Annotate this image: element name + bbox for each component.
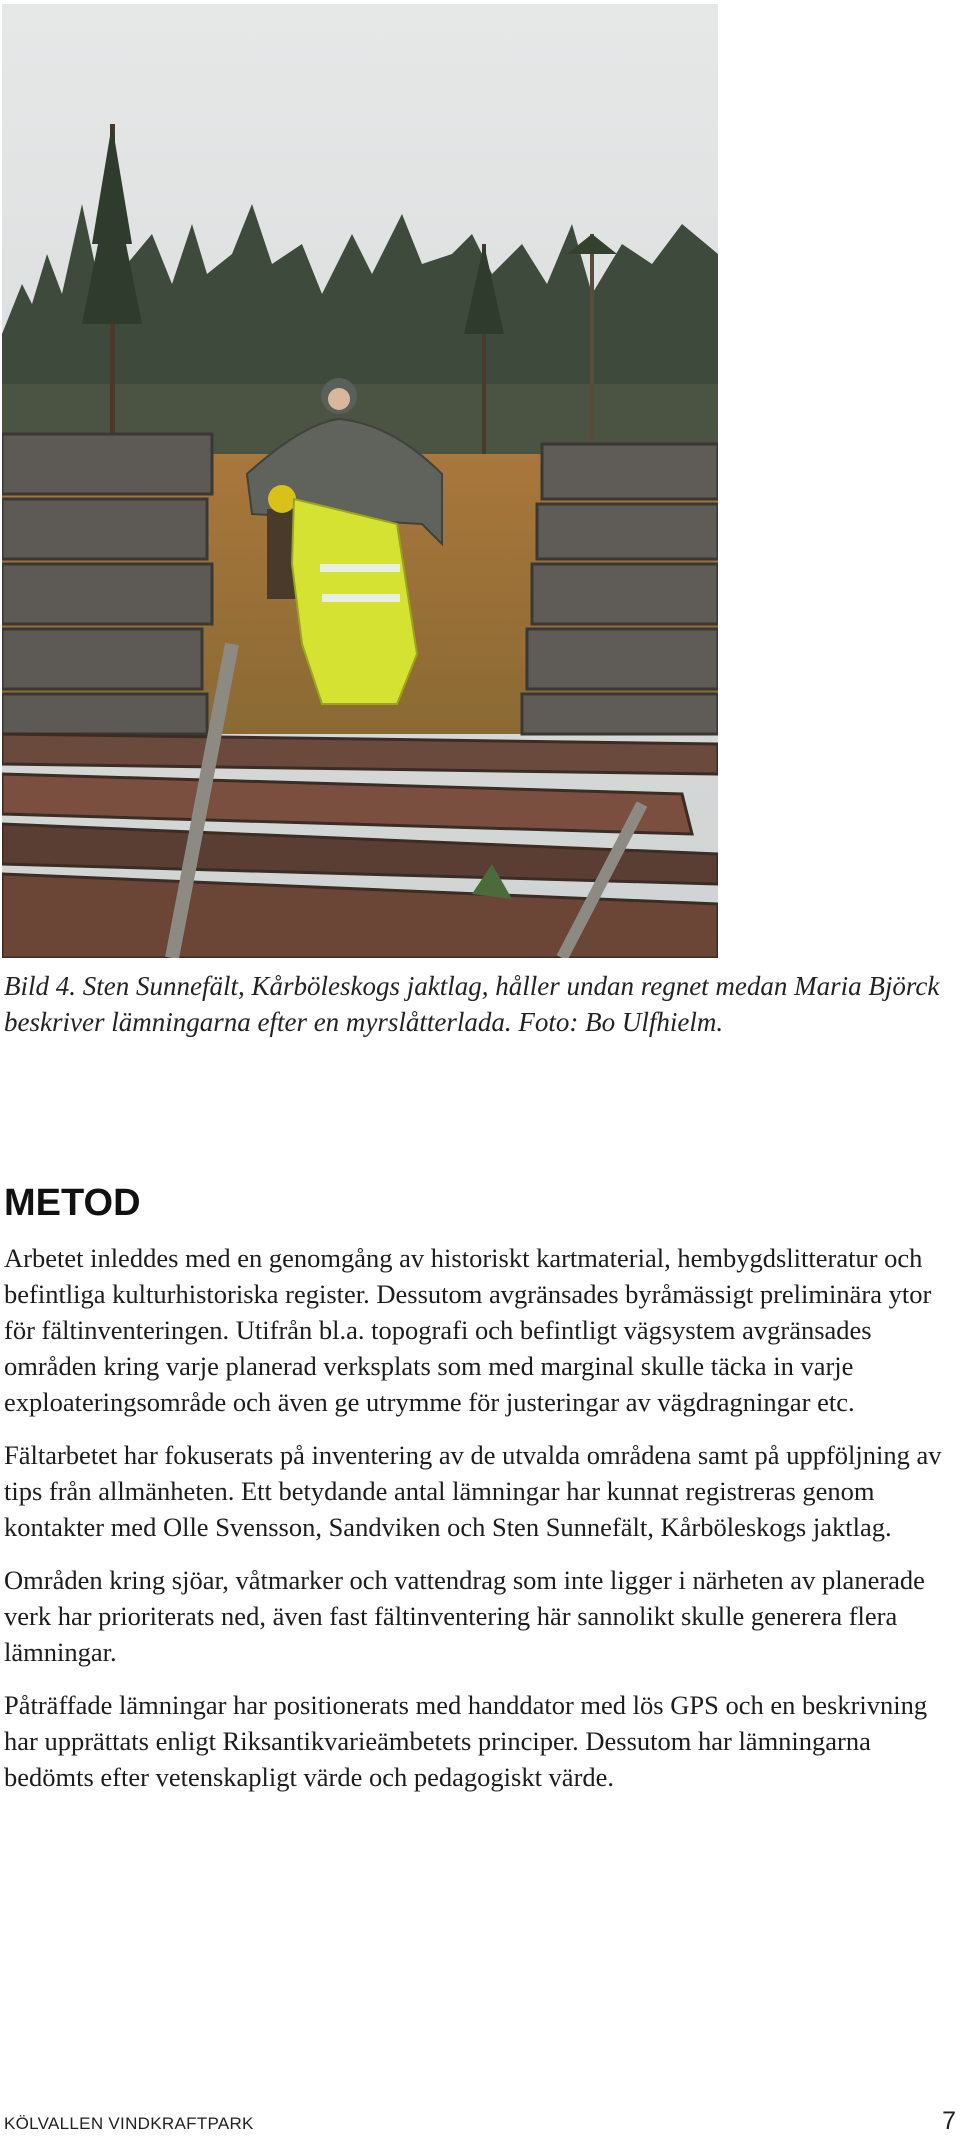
photo-illustration	[2, 4, 718, 958]
photo-image	[2, 4, 718, 958]
page-number: 7	[942, 2107, 956, 2135]
paragraph: Områden kring sjöar, våtmarker och vattendrag som inte ligger i närheten av planerade verk har prioriterats ned, även fast fältinventering här sannolikt skulle generera flera lämningar.	[4, 1565, 925, 1667]
paragraph: Arbetet inleddes med en genomgång av historiskt kartmaterial, hembygdslitteratur och befintliga kulturhistoriska register. Dessutom avgränsades byråmässigt preliminära ytor för fältinventeringen. Utifrån bl.a. topografi och befintligt vägsystem avgränsades områden kring varje planerad verksplats som med marginal skulle täcka in varje exploateringsområde och även ge utrymme för justeringar av vägdragningar etc.	[4, 1243, 932, 1417]
body-text	[4, 1240, 949, 1812]
section-heading: METOD	[4, 1182, 141, 1224]
photo-caption: Bild 4. Sten Sunnefält, Kårböleskogs jaktlag, håller undan regnet medan Maria Björck beskriver lämningarna efter en myrslåtterlada. Foto: Bo Ulfhielm.	[4, 971, 940, 1037]
footer-title: KÖLVALLEN VINDKRAFTPARK	[4, 2114, 254, 2133]
paragraph: Fältarbetet har fokuserats på inventering av de utvalda områdena samt på uppföljning av tips från allmänheten. Ett betydande antal lämningar har kunnat registreras genom kontakter med Olle Svensson, Sandviken och Sten Sunnefält, Kårböleskogs jaktlag.	[4, 1440, 942, 1542]
paragraph: Påträffade lämningar har positionerats med handdator med lös GPS och en beskrivning har upprättats enligt Riksantikvarieämbetets principer. Dessutom har lämningarna bedömts efter vetenskapligt värde och pedagogiskt värde.	[4, 1690, 928, 1792]
